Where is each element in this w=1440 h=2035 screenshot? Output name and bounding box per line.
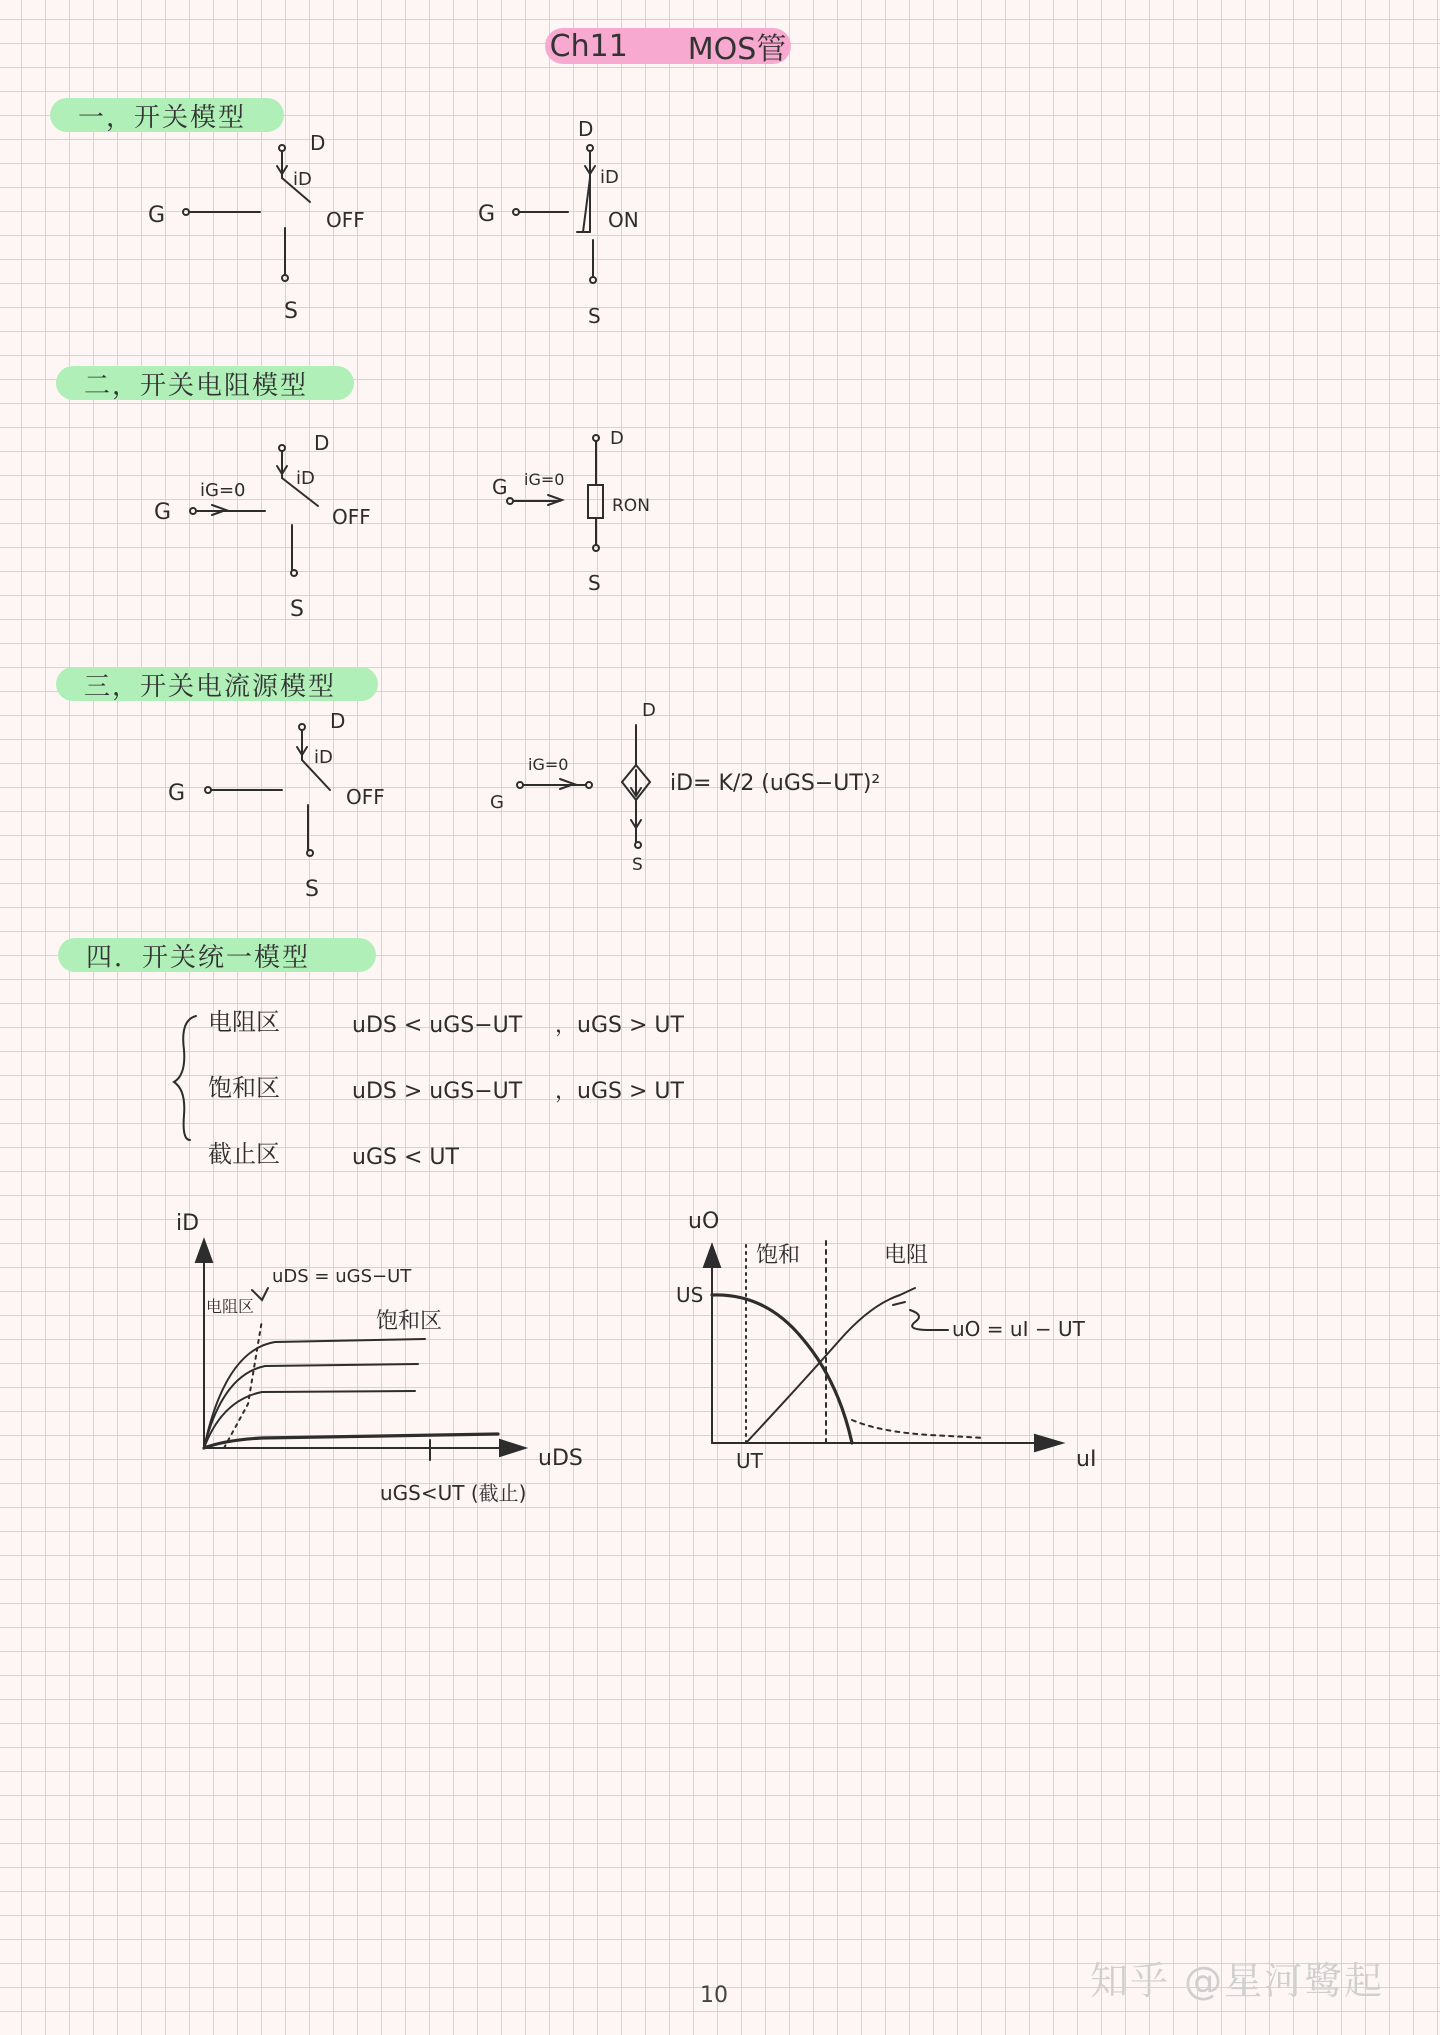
region-cond-1b: ，uGS > UT [555, 1013, 684, 1038]
label-g-4: G [492, 475, 508, 499]
label-g-1: G [148, 203, 166, 228]
switch-on-diagram [513, 145, 596, 283]
label-s-3: S [290, 597, 304, 622]
label-s-2: S [588, 304, 601, 328]
graph1-sat-region: 饱和区 [376, 1309, 443, 1334]
label-d-4: D [610, 428, 624, 449]
graph1-cutoff-label: uGS<UT (截止) [380, 1481, 527, 1505]
label-on: ON [608, 208, 639, 232]
section-heading-2: 二，开关电阻模型 [56, 366, 354, 400]
region-cond-1: uDS < uGS−UT [352, 1013, 523, 1038]
label-ig0-1: iG=0 [200, 480, 246, 501]
label-d-2: D [578, 117, 594, 141]
section-heading-3: 三，开关电流源模型 [56, 667, 378, 701]
label-g-5: G [168, 781, 186, 806]
switch-resistor-on-diagram [507, 435, 603, 551]
current-source-formula: iD= K/2 (uGS−UT)² [670, 771, 881, 796]
graph2-relation: uO = uI − UT [952, 1317, 1085, 1341]
label-off-2: OFF [332, 505, 371, 529]
graph1-ylabel: iD [176, 1211, 200, 1236]
label-ig0-3: iG=0 [528, 755, 569, 774]
region-name-1: 电阻区 [208, 1008, 280, 1036]
label-id-5: iD [314, 747, 333, 768]
label-id-3: iD [296, 468, 315, 489]
label-d-6: D [642, 700, 656, 721]
graph2-xlabel: uI [1076, 1447, 1097, 1472]
label-off-3: OFF [346, 785, 385, 809]
graph2-sat-label: 饱和 [756, 1243, 801, 1268]
transfer-characteristic-graph [704, 1240, 1062, 1451]
graph2-res-label: 电阻 [884, 1243, 929, 1268]
graph2-ylabel: uO [688, 1209, 720, 1234]
chapter-number: Ch11 [549, 28, 628, 64]
label-g-3: G [154, 500, 172, 525]
region-cond-2: uDS > uGS−UT [352, 1079, 523, 1104]
label-d-5: D [330, 709, 346, 733]
label-ig0-2: iG=0 [524, 470, 565, 489]
chapter-topic: MOS管 [687, 32, 787, 67]
section-heading-1: 一，开关模型 [50, 98, 284, 132]
watermark: 知乎 @星河鹭起 [1090, 1959, 1385, 2003]
label-s-4: S [588, 571, 601, 595]
graph1-xlabel: uDS [538, 1446, 583, 1471]
label-s-5: S [305, 877, 319, 902]
label-s-1: S [284, 299, 298, 324]
label-d-1: D [310, 131, 326, 155]
label-g-2: G [478, 202, 496, 227]
current-source-diagram [517, 725, 650, 848]
label-off-1: OFF [326, 208, 365, 232]
graph2-ut-label: UT [736, 1449, 763, 1473]
label-g-6: G [490, 792, 504, 813]
graph1-boundary-label: uDS = uGS−UT [272, 1266, 412, 1287]
region-cond-3: uGS < UT [352, 1145, 459, 1170]
region-name-2: 饱和区 [208, 1074, 280, 1102]
page-number: 10 [700, 1983, 728, 2008]
label-ron: RON [612, 496, 650, 516]
switch-off-diagram-2 [190, 445, 318, 576]
region-name-3: 截止区 [208, 1140, 280, 1168]
label-id-2: iD [600, 167, 619, 188]
switch-off-diagram-1 [183, 145, 310, 281]
label-id-1: iD [293, 169, 312, 190]
region-cond-2b: ，uGS > UT [555, 1079, 684, 1104]
section-heading-4: 四．开关统一模型 [58, 938, 376, 972]
graph2-vs-label: US [676, 1283, 704, 1307]
region-brace [174, 1016, 196, 1140]
label-d-3: D [314, 431, 330, 455]
label-s-6: S [632, 855, 643, 875]
switch-off-diagram-3 [205, 724, 330, 856]
graph1-left-region: 电阻区 [206, 1297, 255, 1316]
